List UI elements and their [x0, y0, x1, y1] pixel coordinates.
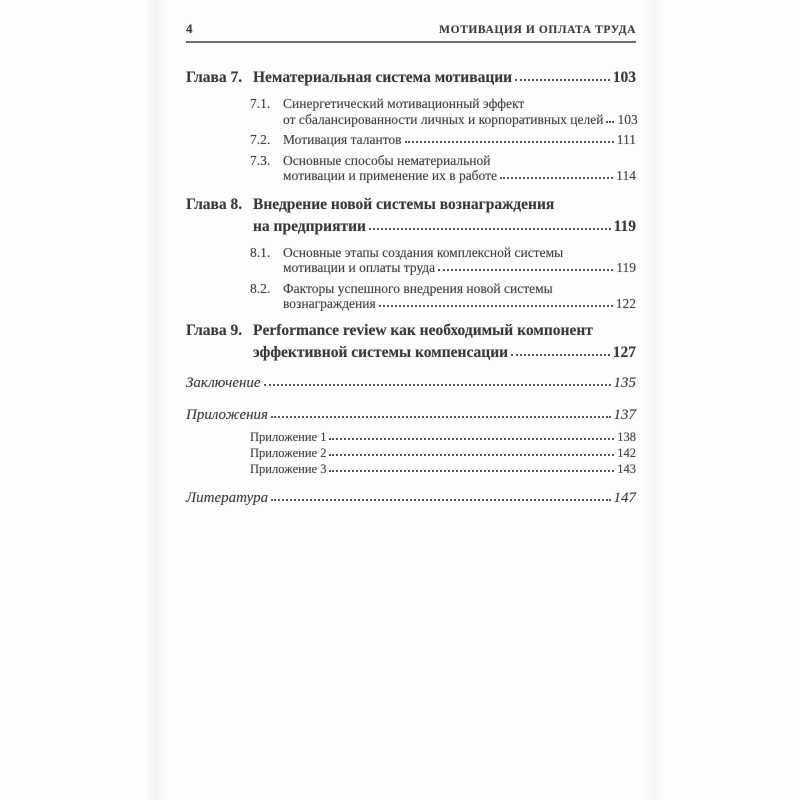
dot-leader — [515, 79, 610, 81]
dot-leader — [329, 454, 614, 456]
section-title-line: Синергетический мотивационный эффект — [283, 96, 525, 111]
section-title-line: Мотивация талантов — [283, 132, 402, 147]
backmatter-title: Приложения — [186, 406, 269, 423]
dot-leader — [329, 438, 614, 440]
chapter-title: Нематериальная система мотивации — [253, 69, 513, 86]
section-title-line: вознаграждения — [283, 296, 376, 311]
table-of-contents — [186, 21, 636, 507]
page-ref: 119 — [616, 260, 636, 275]
toc-line — [283, 296, 636, 312]
section-title-block — [283, 153, 636, 184]
page-ref: 143 — [617, 461, 636, 476]
section-title-block — [283, 132, 636, 148]
folio-page-number: 4 — [186, 21, 193, 36]
chapter-label: Глава 8. — [186, 195, 243, 213]
page-edge-shadow-left — [146, 0, 168, 800]
page-header — [186, 21, 636, 43]
toc-line — [283, 168, 636, 184]
dot-leader — [500, 177, 613, 179]
running-title: МОТИВАЦИЯ И ОПЛАТА ТРУДА — [439, 24, 636, 36]
chapter-label: Глава 7. — [186, 69, 243, 86]
section-title-block — [283, 245, 636, 276]
chapter-title: Performance review как необходимый компонент — [253, 321, 593, 339]
page-ref: 114 — [616, 168, 636, 183]
toc-entry-appendix-1 — [250, 429, 636, 445]
toc-line — [283, 260, 636, 276]
page-ref: 142 — [617, 445, 636, 460]
toc-line — [283, 153, 636, 169]
chapter-title-block — [253, 320, 636, 364]
chapter-title: на предприятии — [253, 217, 366, 235]
toc-line — [283, 281, 636, 297]
appendix-list — [250, 429, 636, 477]
toc-line — [250, 445, 636, 461]
toc-line — [253, 342, 636, 364]
toc-entry-chapter-9 — [186, 320, 636, 364]
backmatter-title: Заключение — [186, 374, 261, 391]
chapter-title-block — [253, 194, 636, 238]
section-title-line: мотивации и оплаты труда — [283, 260, 436, 275]
toc-line — [186, 407, 636, 424]
page-ref: 138 — [617, 429, 636, 444]
toc-line — [186, 375, 636, 392]
dot-leader — [329, 470, 614, 472]
dot-leader — [606, 121, 614, 123]
toc-entry-section-8-1 — [250, 245, 636, 276]
toc-line — [250, 461, 636, 477]
dot-leader — [271, 499, 610, 501]
toc-entry-section-7-3 — [250, 153, 636, 184]
toc-line — [283, 112, 638, 128]
page-edge-shadow-right — [644, 0, 664, 800]
toc-entry-chapter-8 — [186, 194, 636, 238]
page-ref: 119 — [613, 217, 636, 235]
toc-entry-appendices — [186, 407, 636, 424]
page-ref: 111 — [616, 132, 636, 147]
toc-entry-literature — [186, 490, 636, 507]
dot-leader — [405, 141, 614, 143]
chapter-title-block — [253, 67, 636, 89]
toc-entry-section-7-2 — [250, 132, 636, 148]
dot-leader — [511, 354, 610, 356]
chapter-8-sections — [250, 245, 636, 312]
chapter-7-sections — [250, 96, 636, 184]
page-ref: 137 — [613, 406, 636, 423]
section-title-block — [283, 281, 636, 312]
toc-line — [283, 132, 636, 148]
page-ref: 135 — [613, 374, 636, 391]
section-title-line: от сбалансированности личных и корпоративных целей — [283, 111, 604, 127]
section-number: 8.2. — [250, 280, 271, 296]
page-ref: 103 — [612, 69, 636, 86]
appendix-title: Приложение 1 — [250, 429, 327, 444]
toc-entry-chapter-7 — [186, 67, 636, 89]
dot-leader — [438, 269, 613, 271]
section-title-line: Основные этапы создания комплексной системы — [283, 244, 564, 260]
toc-entry-section-7-1 — [250, 96, 636, 127]
dot-leader — [271, 416, 610, 418]
section-number: 7.2. — [250, 132, 271, 147]
toc-line — [283, 96, 638, 112]
toc-line — [253, 67, 636, 89]
section-title-line: мотивации и применение их в работе — [283, 168, 498, 183]
chapter-title: эффективной системы компенсации — [253, 343, 509, 361]
dot-leader — [379, 305, 613, 307]
toc-line — [250, 429, 636, 445]
section-number: 7.1. — [250, 96, 271, 111]
page-ref: 147 — [613, 489, 636, 506]
toc-line — [253, 320, 636, 342]
page-ref: 127 — [612, 343, 636, 361]
page-ref: 122 — [615, 296, 636, 311]
page-ref: 103 — [617, 111, 638, 127]
backmatter-title: Литература — [186, 489, 269, 506]
toc-entry-appendix-3 — [250, 461, 636, 477]
toc-entry-conclusion — [186, 375, 636, 392]
toc-line — [253, 194, 636, 216]
toc-entry-section-8-2 — [250, 281, 636, 312]
toc-line — [283, 245, 636, 261]
toc-entry-appendix-2 — [250, 445, 636, 461]
toc-line — [253, 216, 636, 238]
section-title-line: Факторы успешного внедрения новой системы — [283, 280, 553, 296]
chapter-title: Внедрение новой системы вознаграждения — [253, 195, 555, 213]
dot-leader — [369, 228, 611, 230]
appendix-title: Приложение 3 — [250, 461, 327, 476]
section-number: 7.3. — [250, 152, 271, 168]
chapter-label: Глава 9. — [186, 321, 243, 339]
section-title-line: Основные способы нематериальной — [283, 152, 491, 168]
section-number: 8.1. — [250, 244, 271, 260]
toc-line — [186, 490, 636, 507]
dot-leader — [264, 384, 611, 386]
appendix-title: Приложение 2 — [250, 445, 327, 460]
section-title-block — [283, 96, 638, 127]
